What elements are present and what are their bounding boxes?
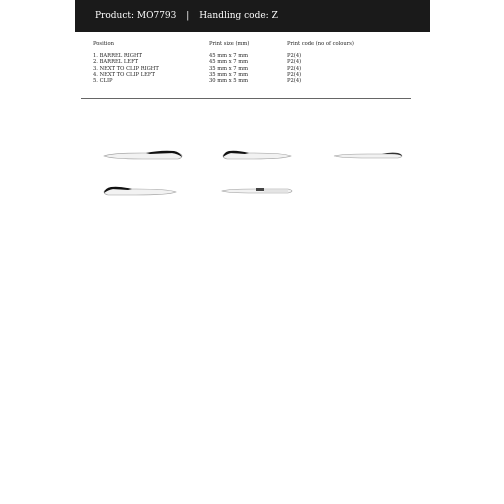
- section-divider: [81, 98, 411, 99]
- column-header-position: Position: [93, 41, 114, 47]
- table-row: [93, 78, 413, 84]
- size-cell: 35 mm x 7 mm: [209, 71, 249, 78]
- code-cell: P2(4): [287, 65, 302, 72]
- pen-barrel-right-image: [102, 148, 184, 162]
- pen-icon: [102, 148, 184, 162]
- header-separator: |: [186, 11, 190, 21]
- size-cell: 45 mm x 7 mm: [209, 53, 249, 60]
- table-header-row: [93, 41, 413, 47]
- code-cell: P2(4): [287, 59, 302, 66]
- size-cell: 45 mm x 7 mm: [209, 59, 249, 66]
- position-cell: 3. NEXT TO CLIP RIGHT: [93, 65, 159, 72]
- pen-icon: [220, 186, 294, 196]
- position-cell: 2. BARREL LEFT: [93, 59, 139, 66]
- pen-icon: [221, 148, 293, 162]
- product-code: Product: MO7793: [95, 11, 177, 21]
- code-cell: P2(4): [287, 71, 302, 78]
- size-cell: 30 mm x 5 mm: [209, 78, 249, 85]
- pen-barrel-left-image: [221, 148, 293, 162]
- position-cell: 4. NEXT TO CLIP LEFT: [93, 71, 155, 78]
- pen-icon: [102, 184, 178, 198]
- handling-code: Handling code: Z: [199, 11, 278, 21]
- print-sheet: [75, 0, 430, 504]
- size-cell: 35 mm x 7 mm: [209, 65, 249, 72]
- print-positions-table: [93, 41, 413, 84]
- header-bar: [75, 0, 430, 32]
- position-cell: 5. CLIP: [93, 78, 113, 85]
- column-header-print-code: Print code (no of colours): [287, 41, 354, 47]
- pen-clip-image: [220, 186, 294, 196]
- column-header-print-size: Print size (mm): [209, 41, 250, 47]
- pen-next-to-clip-left-image: [102, 184, 178, 198]
- pen-next-to-clip-right-image: [332, 150, 404, 160]
- position-cell: 1. BARREL RIGHT: [93, 53, 142, 60]
- code-cell: P2(4): [287, 53, 302, 60]
- pen-icon: [332, 150, 404, 160]
- code-cell: P2(4): [287, 78, 302, 85]
